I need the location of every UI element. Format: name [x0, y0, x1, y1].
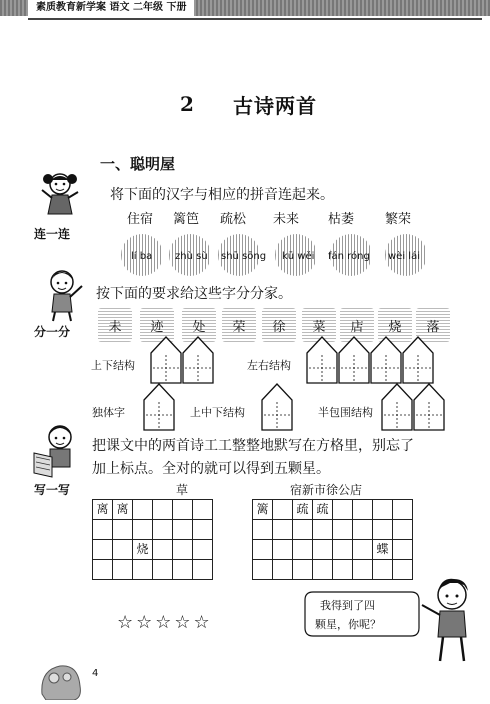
grid-cell[interactable]: 疏: [313, 500, 333, 520]
label-lian-yi-lian: 连一连: [34, 227, 71, 241]
writing-grid-poem2[interactable]: [252, 499, 413, 580]
grid-row: [253, 540, 413, 560]
grid-cell[interactable]: 离: [113, 500, 133, 520]
grid-cell[interactable]: [93, 540, 113, 560]
instruction-xie-line2: 加上标点。全对的就可以得到五颗星。: [92, 461, 330, 477]
header-rule: [28, 18, 482, 20]
char-card: 菜: [302, 308, 336, 342]
writing-grid-poem1[interactable]: [92, 499, 213, 580]
char-card: 迹: [140, 308, 174, 342]
lesson-number: 2: [180, 92, 194, 116]
house-boxes-zuoyou: [306, 335, 436, 385]
pinyin-item: fán róng: [328, 251, 370, 262]
char-card: 荣: [222, 308, 256, 342]
instruction-fen: 按下面的要求给这些字分分家。: [96, 286, 292, 302]
grid-row: [93, 500, 213, 520]
instruction-lian: 将下面的汉字与相应的拼音连起来。: [110, 187, 334, 203]
boy-reading-illustration-icon: [30, 423, 88, 479]
grid-cell[interactable]: [353, 560, 373, 580]
grid-cell[interactable]: [153, 520, 173, 540]
grid-cell[interactable]: [373, 520, 393, 540]
grid-cell[interactable]: [253, 520, 273, 540]
rating-stars[interactable]: ☆☆☆☆☆: [117, 612, 213, 633]
grid-cell[interactable]: [193, 540, 213, 560]
grid-cell[interactable]: 疏: [293, 500, 313, 520]
girl-illustration-icon: [34, 170, 86, 220]
grid-cell[interactable]: [93, 520, 113, 540]
grid-cell[interactable]: [333, 560, 353, 580]
grid-cell[interactable]: [333, 540, 353, 560]
grid-cell[interactable]: [173, 500, 193, 520]
grid-cell[interactable]: [113, 540, 133, 560]
grid-cell[interactable]: [273, 500, 293, 520]
grid-cell[interactable]: 离: [93, 500, 113, 520]
pinyin-item: zhù sù: [175, 251, 208, 262]
grid-cell[interactable]: 篱: [253, 500, 273, 520]
category-label: 半包围结构: [318, 406, 373, 419]
header-text: 素质教育新学案 语文 二年级 下册: [28, 0, 194, 16]
bubble-line2: 颗星，你呢？: [315, 618, 381, 631]
grid-cell[interactable]: [393, 520, 413, 540]
grid-cell[interactable]: [133, 500, 153, 520]
page-number: 4: [92, 668, 99, 679]
grid-cell[interactable]: [193, 500, 213, 520]
grid-cell[interactable]: [293, 560, 313, 580]
grid-cell[interactable]: [113, 520, 133, 540]
grid-cell[interactable]: [273, 540, 293, 560]
grid-cell[interactable]: [393, 500, 413, 520]
grid-cell[interactable]: 烧: [133, 540, 153, 560]
category-label: 左右结构: [247, 359, 291, 372]
grid-cell[interactable]: [273, 560, 293, 580]
char-card: 落: [416, 308, 450, 342]
bubble-line1: 我得到了四: [320, 599, 375, 612]
grid-cell[interactable]: [113, 560, 133, 580]
grid-row: [93, 560, 213, 580]
grid-cell[interactable]: [353, 520, 373, 540]
grid-cell[interactable]: [133, 520, 153, 540]
grid-cell[interactable]: [333, 520, 353, 540]
char-card: 处: [182, 308, 216, 342]
word-item: 枯萎: [328, 212, 355, 227]
lesson-title: 古诗两首: [233, 94, 317, 118]
grid-cell[interactable]: [293, 520, 313, 540]
grid-cell[interactable]: [313, 560, 333, 580]
grid-cell[interactable]: [93, 560, 113, 580]
grid-cell[interactable]: [273, 520, 293, 540]
pinyin-item: lí ba: [131, 251, 153, 262]
grid-cell[interactable]: [173, 520, 193, 540]
grid-row: [253, 560, 413, 580]
grid-cell[interactable]: [313, 520, 333, 540]
word-item: 繁荣: [385, 212, 412, 227]
grid-cell[interactable]: [133, 560, 153, 580]
grid-cell[interactable]: [253, 540, 273, 560]
corner-decoration-icon: [34, 650, 86, 700]
house-box-duti: [143, 382, 177, 432]
category-label: 上中下结构: [190, 406, 245, 419]
grid-cell[interactable]: [173, 540, 193, 560]
pinyin-item: kū wěi: [282, 251, 315, 262]
char-card: 店: [340, 308, 374, 342]
house-box-shangzhongxia: [261, 382, 295, 432]
grid-row: [93, 520, 213, 540]
grid-cell[interactable]: [153, 540, 173, 560]
speech-bubble: [303, 590, 421, 638]
grid-cell[interactable]: 蝶: [373, 540, 393, 560]
label-xie-yi-xie: 写一写: [34, 483, 71, 497]
house-boxes-shangxia: [150, 335, 216, 385]
category-label: 上下结构: [91, 359, 135, 372]
pinyin-item: wèi lái: [388, 251, 420, 262]
category-label: 独体字: [92, 406, 125, 419]
boy-illustration-icon: [38, 268, 88, 322]
house-boxes-banbaowei: [381, 382, 447, 432]
grid-cell[interactable]: [373, 560, 393, 580]
grid-row: [93, 540, 213, 560]
grid-cell[interactable]: [393, 540, 413, 560]
grid-cell[interactable]: [393, 560, 413, 580]
grid-cell[interactable]: [353, 500, 373, 520]
grid-cell[interactable]: [373, 500, 393, 520]
grid-cell[interactable]: [173, 560, 193, 580]
pinyin-item: shū sōng: [221, 251, 267, 262]
grid-cell[interactable]: [153, 560, 173, 580]
word-item: 住宿: [127, 212, 154, 227]
label-fen-yi-fen: 分一分: [34, 325, 71, 339]
word-item: 疏松: [220, 212, 247, 227]
char-card: 徐: [262, 308, 296, 342]
word-item: 篱笆: [173, 212, 200, 227]
grid-cell[interactable]: [353, 540, 373, 560]
grid-cell[interactable]: [193, 560, 213, 580]
grid-cell[interactable]: [333, 500, 353, 520]
instruction-xie-line1: 把课文中的两首诗工工整整地默写在方格里，别忘了: [92, 438, 414, 454]
poem2-title: 宿新市徐公店: [290, 483, 363, 497]
section-title: 一、聪明屋: [100, 155, 176, 173]
poem1-title: 草: [176, 483, 189, 497]
grid-row: [253, 520, 413, 540]
char-card: 未: [98, 308, 132, 342]
boy-pointing-illustration-icon: [420, 575, 482, 665]
page-header: [0, 0, 490, 22]
grid-cell[interactable]: [193, 520, 213, 540]
word-item: 未来: [273, 212, 300, 227]
grid-cell[interactable]: [313, 540, 333, 560]
char-card: 烧: [378, 308, 412, 342]
grid-cell[interactable]: [293, 540, 313, 560]
grid-row: [253, 500, 413, 520]
grid-cell[interactable]: [253, 560, 273, 580]
grid-cell[interactable]: [153, 500, 173, 520]
